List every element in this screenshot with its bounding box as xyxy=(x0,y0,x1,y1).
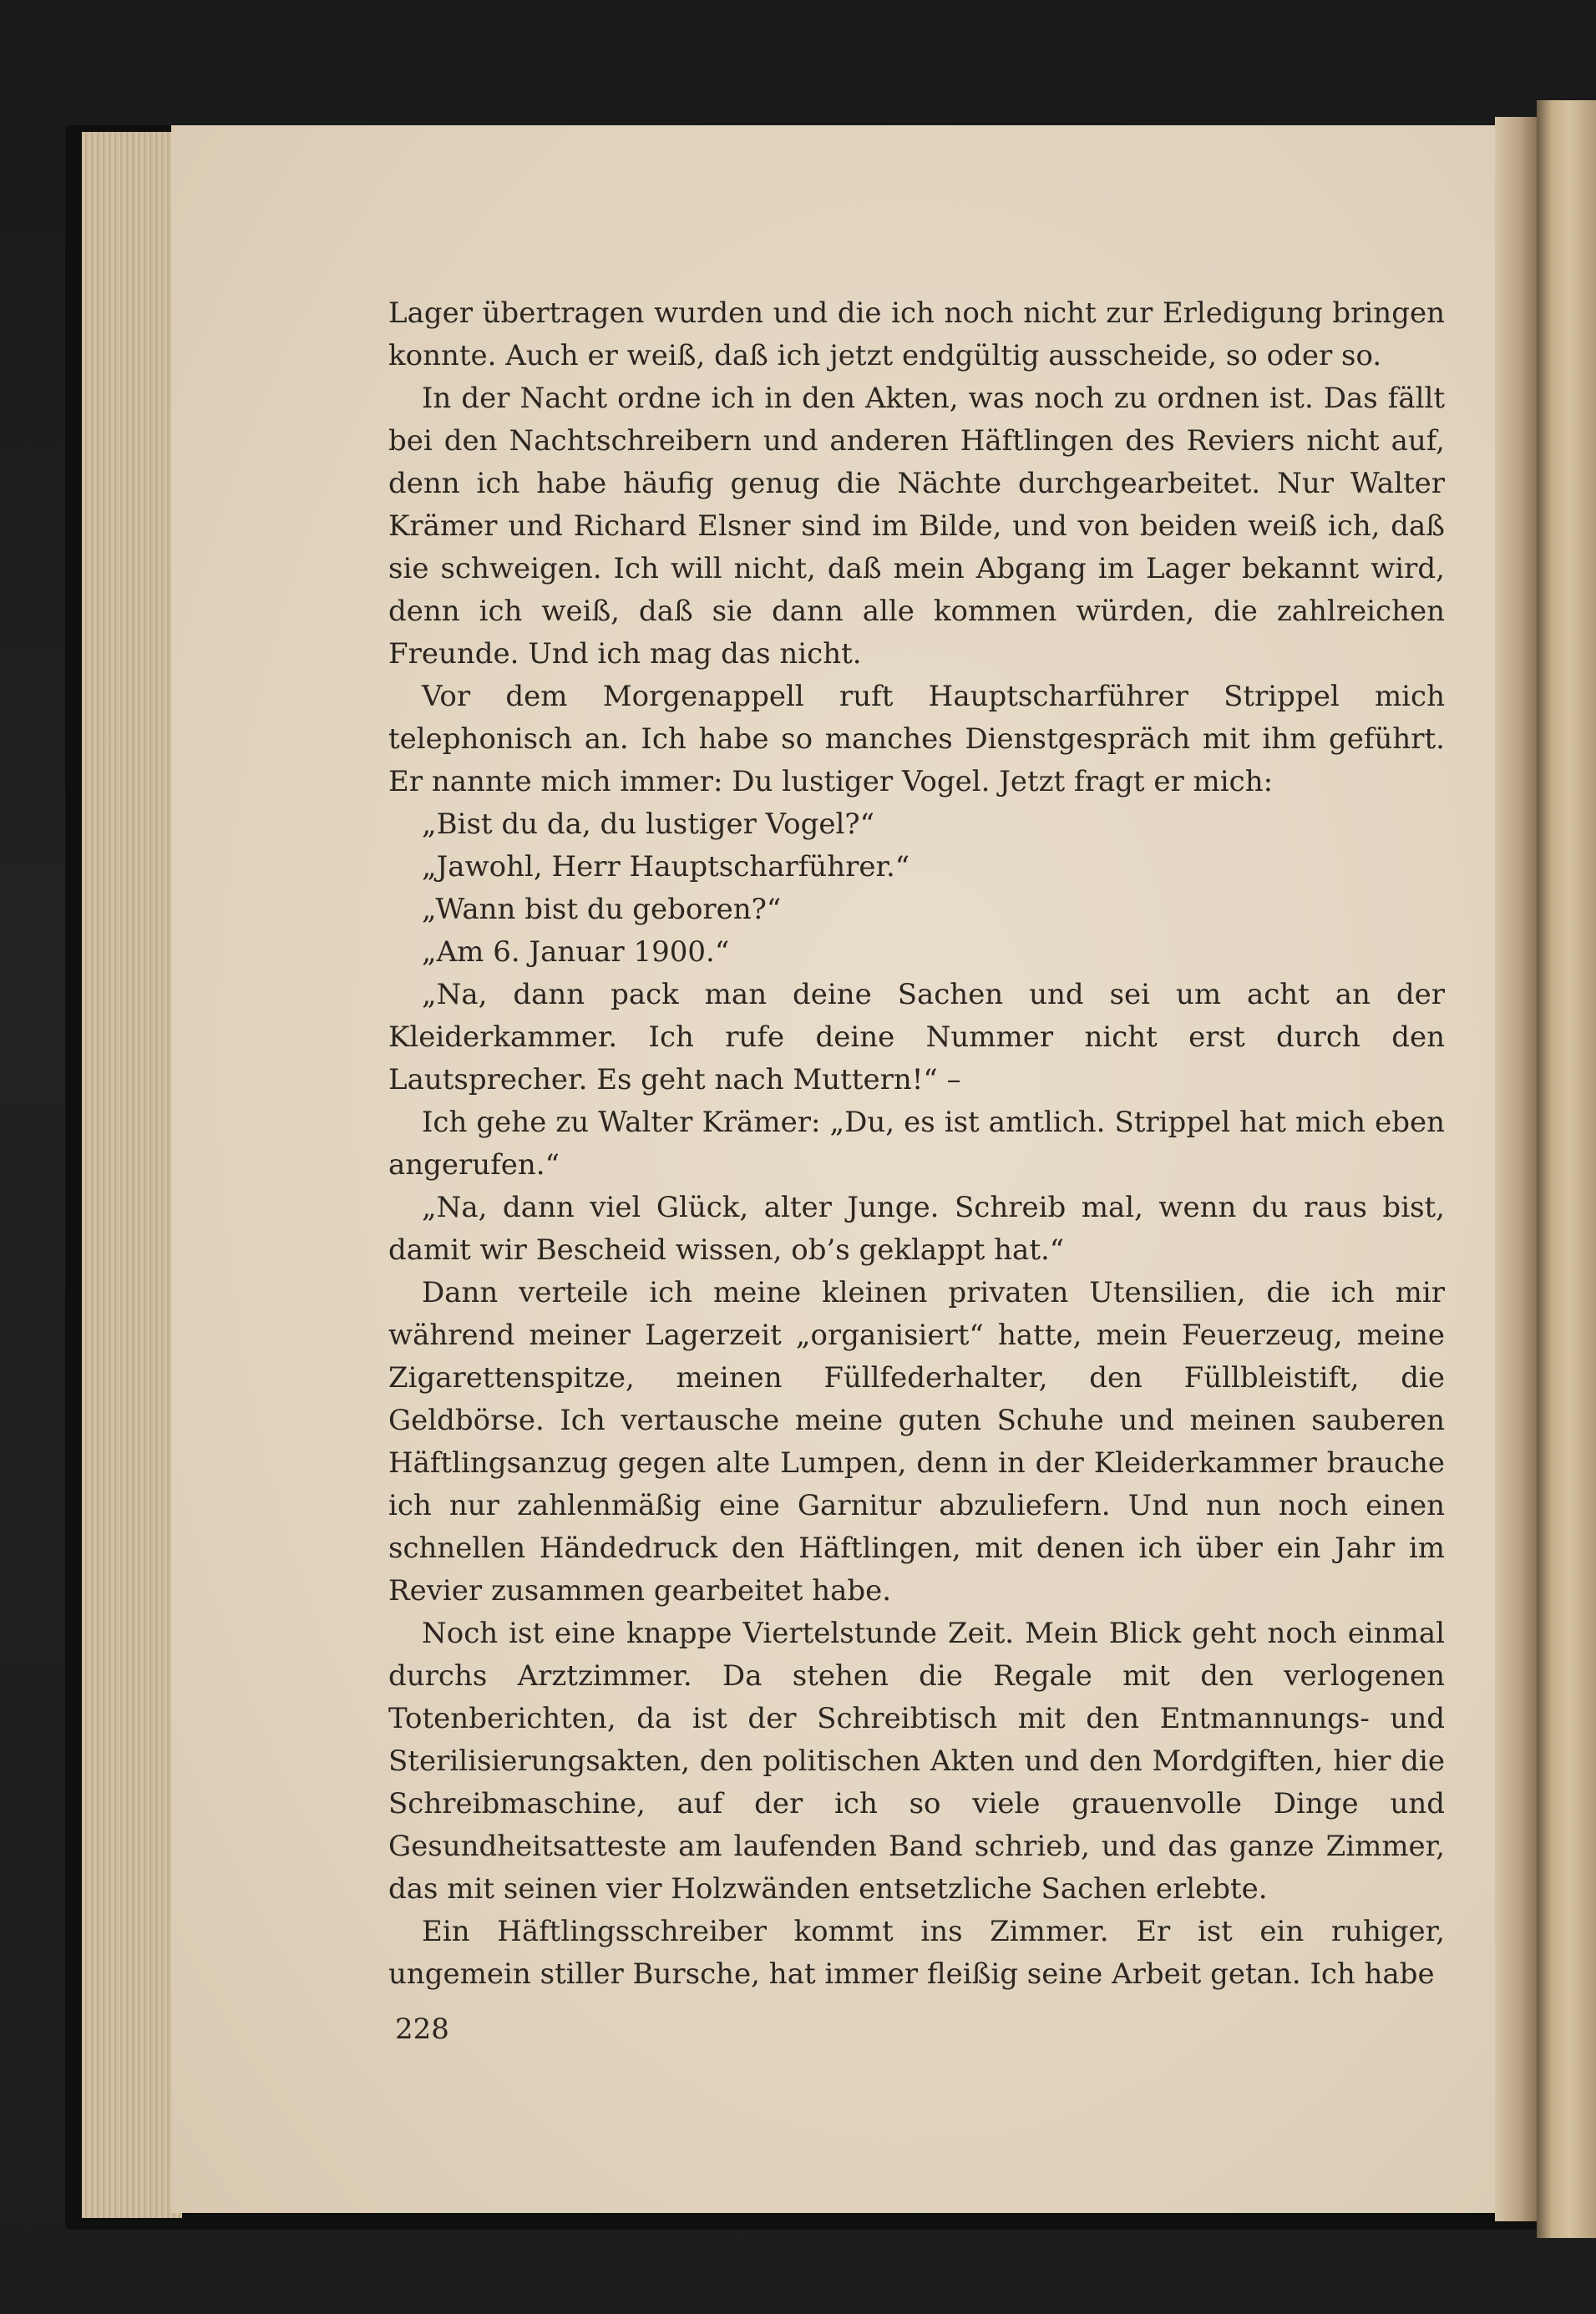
facing-page-edge xyxy=(1537,100,1596,2238)
paragraph: Dann verteile ich meine kleinen privaten Utensilien, die ich mir während meiner Lagerzeit „organisiert“ hatte, mein Feuerzeug, meine Zigarettenspitze, meinen Füllfederhalter, den Füllbleistift, die Geldbörse. Ich vertausche meine guten Schuhe und meinen sauberen Häftlingsanzug gegen alte Lumpen, denn in der Kleiderkammer brauche ich nur zahlenmäßig eine Garnitur abzuliefern. Und nun noch einen schnellen Händedruck den Häftlingen, mit denen ich über ein Jahr im Revier zusammen gearbeitet habe. xyxy=(388,1276,1445,1608)
paragraph: Ein Häftlingsschreiber kommt ins Zimmer. Er ist ein ruhiger, ungemein stiller Bursche, hat immer fleißig seine Arbeit getan. Ich habe xyxy=(388,1915,1445,1991)
paragraph: Vor dem Morgenappell ruft Hauptscharführer Strippel mich telephonisch an. Ich habe so manches Dienstgespräch mit ihm geführt. Er nannte mich immer: Du lustiger Vogel. Jetzt fragt er mich: xyxy=(388,680,1445,798)
paragraph: „Na, dann viel Glück, alter Junge. Schreib mal, wenn du raus bist, damit wir Bescheid wissen, ob’s geklappt hat.“ xyxy=(388,1191,1445,1267)
paragraph: „Na, dann pack man deine Sachen und sei um acht an der Kleiderkammer. Ich rufe deine Nummer nicht erst durch den Lautsprecher. Es geht nach Muttern!“ – xyxy=(388,978,1445,1096)
page-number: 228 xyxy=(395,2013,449,2046)
paragraph: „Wann bist du geboren?“ xyxy=(422,893,782,926)
body-text xyxy=(388,292,1445,1996)
paragraph: Noch ist eine knappe Viertelstunde Zeit. Mein Blick geht noch einmal durchs Arztzimmer. Da stehen die Regale mit den verlogenen Totenberichten, da ist der Schreibtisch mit den Entmannungs- und Sterilisierungsakten, den politischen Akten und den Mordgiften, hier die Schreibmaschine, auf der ich so viele grauenvolle Dinge und Gesundheitsatteste am laufenden Band schrieb, und das ganze Zimmer, das mit seinen vier Holzwänden entsetzliche Sachen erlebte. xyxy=(388,1617,1445,1906)
paragraph: Lager übertragen wurden und die ich noch nicht zur Erledigung bringen konnte. Auch er weiß, daß ich jetzt endgültig ausscheide, so oder so. xyxy=(388,296,1445,372)
page-gutter xyxy=(1495,117,1537,2221)
paragraph: „Bist du da, du lustiger Vogel?“ xyxy=(422,808,874,841)
page-stack-edge xyxy=(82,132,182,2218)
paragraph: Ich gehe zu Walter Krämer: „Du, es ist amtlich. Strippel hat mich eben angerufen.“ xyxy=(388,1106,1445,1182)
paragraph: In der Nacht ordne ich in den Akten, was noch zu ordnen ist. Das fällt bei den Nachtschreibern und anderen Häftlingen des Reviers nicht auf, denn ich habe häufig genug die Nächte durchgearbeitet. Nur Walter Krämer und Richard Elsner sind im Bilde, und von beiden weiß ich, daß sie schweigen. Ich will nicht, daß mein Abgang im Lager bekannt wird, denn ich weiß, daß sie dann alle kommen würden, die zahlreichen Freunde. Und ich mag das nicht. xyxy=(388,382,1445,671)
paragraph: „Jawohl, Herr Hauptscharführer.“ xyxy=(422,850,910,884)
paragraph: „Am 6. Januar 1900.“ xyxy=(422,935,730,969)
